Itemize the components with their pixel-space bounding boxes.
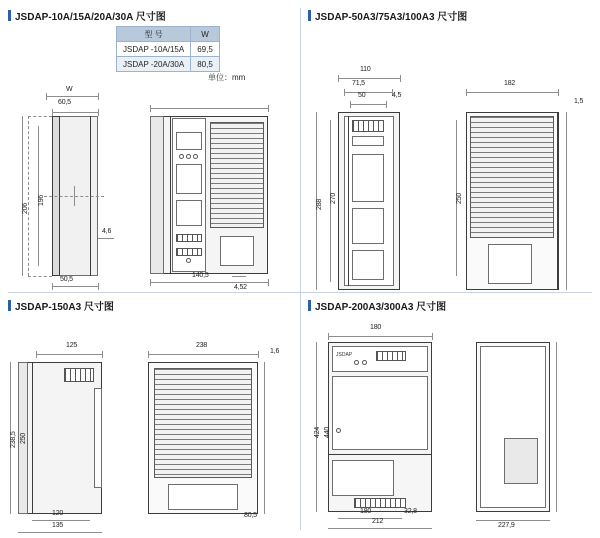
dim-tick: [148, 351, 149, 358]
dim-212: 212: [372, 518, 384, 525]
panel-edge: [32, 362, 33, 514]
dim-60-5-top: 60,5: [58, 99, 71, 106]
dim-250: 250: [20, 432, 27, 444]
dim-80-5: 80,5: [244, 512, 257, 519]
dim-tick: [52, 109, 53, 116]
drawing-view-2: [308, 58, 592, 286]
center-tick: [74, 186, 75, 206]
section-jsdap-50a3-75a3-100a3: [308, 8, 592, 286]
mount-plate: [150, 116, 164, 274]
dim-tick: [102, 351, 103, 358]
side-cover: [504, 438, 538, 484]
dim-4-5: 4,5: [392, 92, 402, 99]
dim-238-5: 238,5: [10, 431, 17, 448]
dim-tick: [150, 279, 151, 286]
ref-line: [28, 116, 29, 276]
dim-tick: [36, 351, 37, 358]
drawing-front-view-1: [136, 86, 292, 291]
connector-port: [352, 154, 384, 202]
dim-180-bottom: 180: [360, 508, 372, 515]
cell-model: JSDAP -20A/30A: [117, 57, 191, 72]
section-title-1: JSDAP-10A/15A/20A/30A 尺寸图: [8, 8, 292, 23]
cell-model: JSDAP -10A/15A: [117, 42, 191, 57]
display-window: [176, 132, 202, 150]
table-header-w: W: [191, 27, 220, 42]
dim-tick: [150, 105, 151, 112]
dim-line: [52, 286, 98, 287]
terminal-block: [176, 234, 202, 242]
dim-135: 135: [52, 522, 64, 529]
main-panel: [332, 376, 428, 450]
dim-288: 288: [316, 198, 323, 210]
title-bar-icon: [308, 10, 311, 21]
dim-tick: [558, 89, 559, 96]
dim-125: 125: [66, 342, 78, 349]
dim-line: [476, 520, 550, 521]
dim-line: [328, 528, 432, 529]
led-indicator: [193, 154, 198, 159]
title-bar-icon: [308, 300, 311, 311]
panel-divider: [328, 454, 432, 455]
screw-hole: [336, 428, 341, 433]
spec-table: [116, 26, 220, 72]
dim-50-5: 50,5: [60, 276, 73, 283]
dim-206: 206: [22, 202, 29, 214]
dim-line: [32, 520, 90, 521]
table-header-model: 型 号: [117, 27, 191, 42]
heatsink-fins-3: [154, 368, 252, 478]
dim-line: [466, 92, 558, 93]
connector-port: [176, 164, 202, 194]
dim-196: 196: [38, 194, 45, 206]
dim-424: 424: [314, 426, 321, 438]
drawing-view-3: [8, 320, 292, 530]
dim-tick: [328, 333, 329, 340]
ref-line: [28, 116, 52, 117]
terminal-block: [176, 248, 202, 256]
panel-edge: [348, 116, 349, 286]
dim-71-5: 71,5: [352, 80, 365, 87]
dim-tick: [98, 93, 99, 100]
dim-tick: [466, 89, 467, 96]
cell-w: 69,5: [191, 42, 220, 57]
section-title-4: JSDAP-200A3/300A3 尺寸图: [308, 298, 592, 313]
dim-4-6: 4,6: [102, 228, 112, 235]
label-plate: [220, 236, 254, 266]
led-indicator: [179, 154, 184, 159]
dim-line: [150, 282, 268, 283]
lower-panel: [332, 460, 394, 496]
screw-hole: [186, 258, 191, 263]
section-jsdap-10a-15a-20a-30a: [8, 8, 292, 291]
dim-238: 238: [196, 342, 208, 349]
dim-tick: [268, 105, 269, 112]
display-window: [352, 136, 384, 146]
led-indicator: [362, 360, 367, 365]
dim-line: [46, 96, 98, 97]
dim-250: 250: [456, 192, 463, 204]
table-row: [117, 57, 220, 72]
dim-line: [328, 336, 432, 337]
connector-port: [352, 250, 384, 280]
drawing-view-4: [308, 320, 592, 530]
dim-w: W: [66, 86, 73, 93]
connector-strip: [94, 388, 102, 488]
led-indicator: [186, 154, 191, 159]
dim-tick: [400, 75, 401, 82]
dim-line: [22, 116, 23, 276]
dim-line: [344, 92, 392, 93]
section-title-3: JSDAP-150A3 尺寸图: [8, 298, 292, 313]
dim-tick: [338, 75, 339, 82]
callout-line: [98, 238, 114, 239]
dim-line: [148, 354, 258, 355]
section-jsdap-200a3-300a3: [308, 298, 592, 530]
dim-180-top: 180: [370, 324, 382, 331]
body-edge: [170, 116, 171, 274]
dim-tick: [432, 333, 433, 340]
dim-4-52: 4,52: [234, 284, 247, 291]
dim-tick: [268, 279, 269, 286]
dim-line: [338, 78, 400, 79]
dim-line: [18, 532, 102, 533]
dim-32-8: 32,8: [404, 508, 417, 515]
dim-line: [338, 518, 402, 519]
dim-line: [150, 108, 268, 109]
dim-1-6: 1,6: [270, 348, 280, 355]
device-body-front-3: [18, 362, 102, 514]
dim-tick: [386, 101, 387, 108]
table-header-row: [117, 27, 220, 42]
dim-line: [52, 112, 98, 113]
terminal-block: [352, 120, 384, 132]
dim-line: [36, 354, 102, 355]
title-bar-icon: [8, 10, 11, 21]
callout-line: [232, 276, 246, 277]
dim-182: 182: [504, 80, 516, 87]
dim-tick: [98, 283, 99, 290]
title-bar-icon: [8, 300, 11, 311]
edge-line: [566, 112, 567, 290]
led-indicator: [354, 360, 359, 365]
terminal-block: [376, 351, 406, 361]
vertical-divider: [300, 8, 301, 530]
heatsink-fins: [210, 122, 264, 228]
terminal-block: [354, 498, 406, 508]
dim-1-5: 1,5: [574, 98, 584, 105]
ref-line: [28, 276, 52, 277]
dim-line: [350, 104, 386, 105]
connector-port: [352, 208, 384, 244]
section-jsdap-150a3: [8, 298, 292, 530]
dim-270: 270: [330, 192, 337, 204]
cell-w: 80,5: [191, 57, 220, 72]
table-row: [117, 42, 220, 57]
brand-label: JSDAP: [336, 352, 353, 358]
terminal-block: [64, 368, 94, 382]
label-plate-3: [168, 484, 238, 510]
dim-tick: [46, 93, 47, 100]
dim-120: 120: [52, 510, 64, 517]
dim-tick: [350, 101, 351, 108]
unit-note: 单位：mm: [208, 73, 246, 82]
label-plate-2: [488, 244, 532, 284]
body-edge: [558, 112, 559, 290]
dim-440: 440: [324, 426, 331, 438]
edge-line: [264, 362, 265, 514]
dim-110: 110: [360, 66, 371, 73]
dim-50: 50: [358, 92, 366, 99]
dim-tick: [258, 351, 259, 358]
edge-line: [556, 342, 557, 512]
dim-227-9: 227,9: [498, 522, 515, 529]
horizontal-divider: [8, 292, 592, 293]
dim-tick: [98, 109, 99, 116]
dim-140-5: 140,5: [192, 272, 209, 279]
section-title-2: JSDAP-50A3/75A3/100A3 尺寸图: [308, 8, 592, 23]
connector-port: [176, 200, 202, 226]
drawing-side-view-1: [14, 86, 124, 286]
dim-tick: [344, 89, 345, 96]
heatsink-fins-2: [470, 116, 554, 238]
dim-tick: [52, 283, 53, 290]
